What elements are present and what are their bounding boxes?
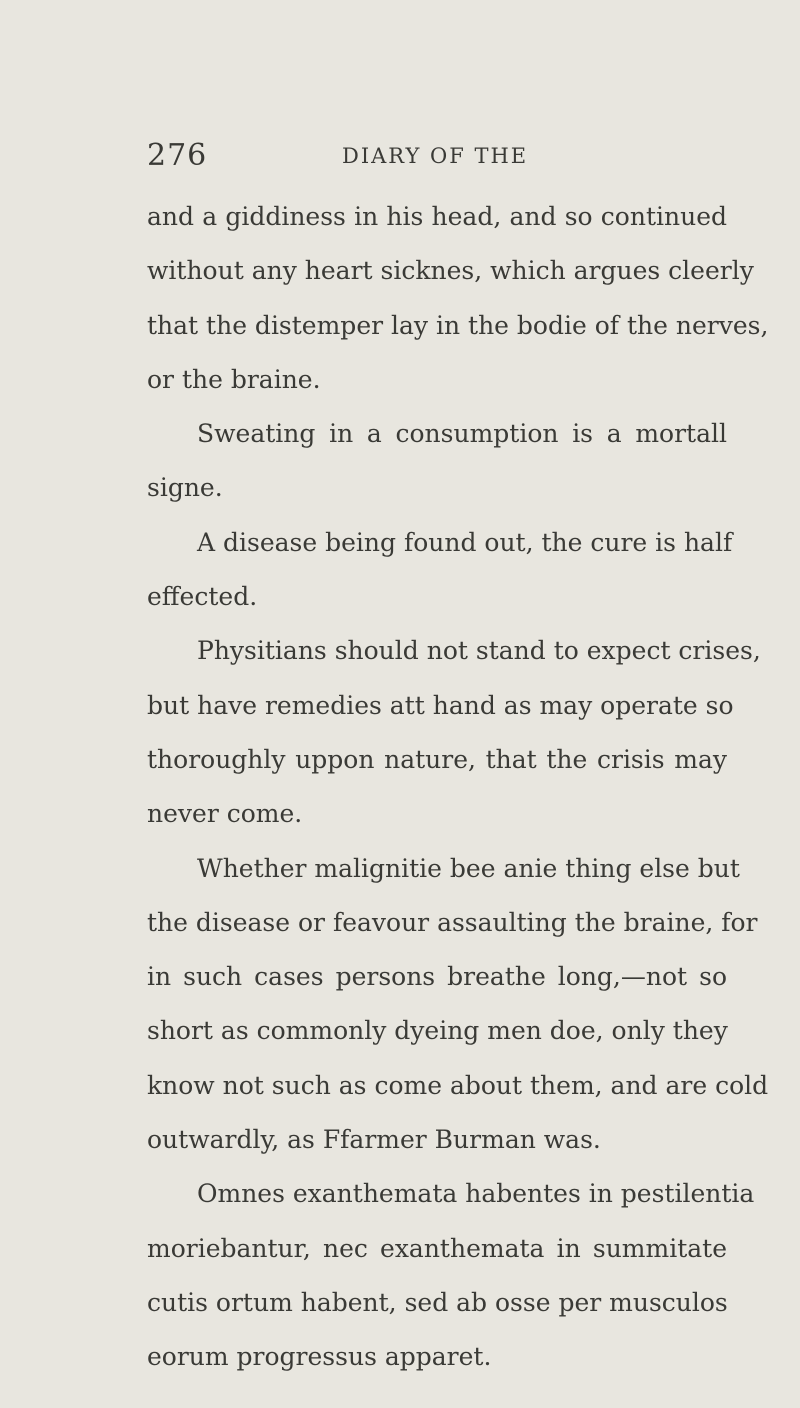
text-line: in such cases persons breathe long,—not so	[147, 962, 727, 992]
text-line: Omnes exanthemata habentes in pestilentia	[197, 1179, 755, 1209]
text-line: signe.	[147, 473, 223, 503]
text-line: effected.	[147, 582, 258, 612]
text-line: and a giddiness in his head, and so continued	[147, 202, 727, 231]
text-line: thoroughly uppon nature, that the crisis may	[147, 744, 727, 774]
text-line: know not such as come about them, and are cold	[147, 1070, 769, 1100]
text-line: Sweating in a consumption is a mortall	[197, 419, 727, 449]
text-line: never come.	[147, 799, 303, 829]
page-number: 276	[147, 138, 208, 173]
text-line: but have remedies att hand as may operate so	[147, 690, 734, 720]
text-line: short as commonly dyeing men doe, only they	[147, 1016, 728, 1046]
text-line: A disease being found out, the cure is half	[197, 527, 733, 557]
text-line: the disease or feavour assaulting the braine, for	[147, 907, 758, 937]
body-text	[147, 190, 769, 1385]
text-line: Physitians should not stand to expect crises,	[197, 636, 761, 666]
text-line: or the braine.	[147, 364, 321, 394]
running-head	[147, 138, 727, 178]
text-line: cutis ortum habent, sed ab osse per musculos	[147, 1287, 728, 1317]
running-title: DIARY OF THE	[342, 144, 529, 168]
text-line: without any heart sicknes, which argues cleerly	[147, 256, 754, 286]
text-line: that the distemper lay in the bodie of the nerves,	[147, 310, 769, 340]
text-line: moriebantur, nec exanthemata in summitate	[147, 1233, 727, 1263]
text-line: eorum progressus apparet.	[147, 1342, 492, 1372]
text-line: outwardly, as Ffarmer Burman was.	[147, 1125, 601, 1155]
text-line: Whether malignitie bee anie thing else but	[197, 853, 740, 883]
